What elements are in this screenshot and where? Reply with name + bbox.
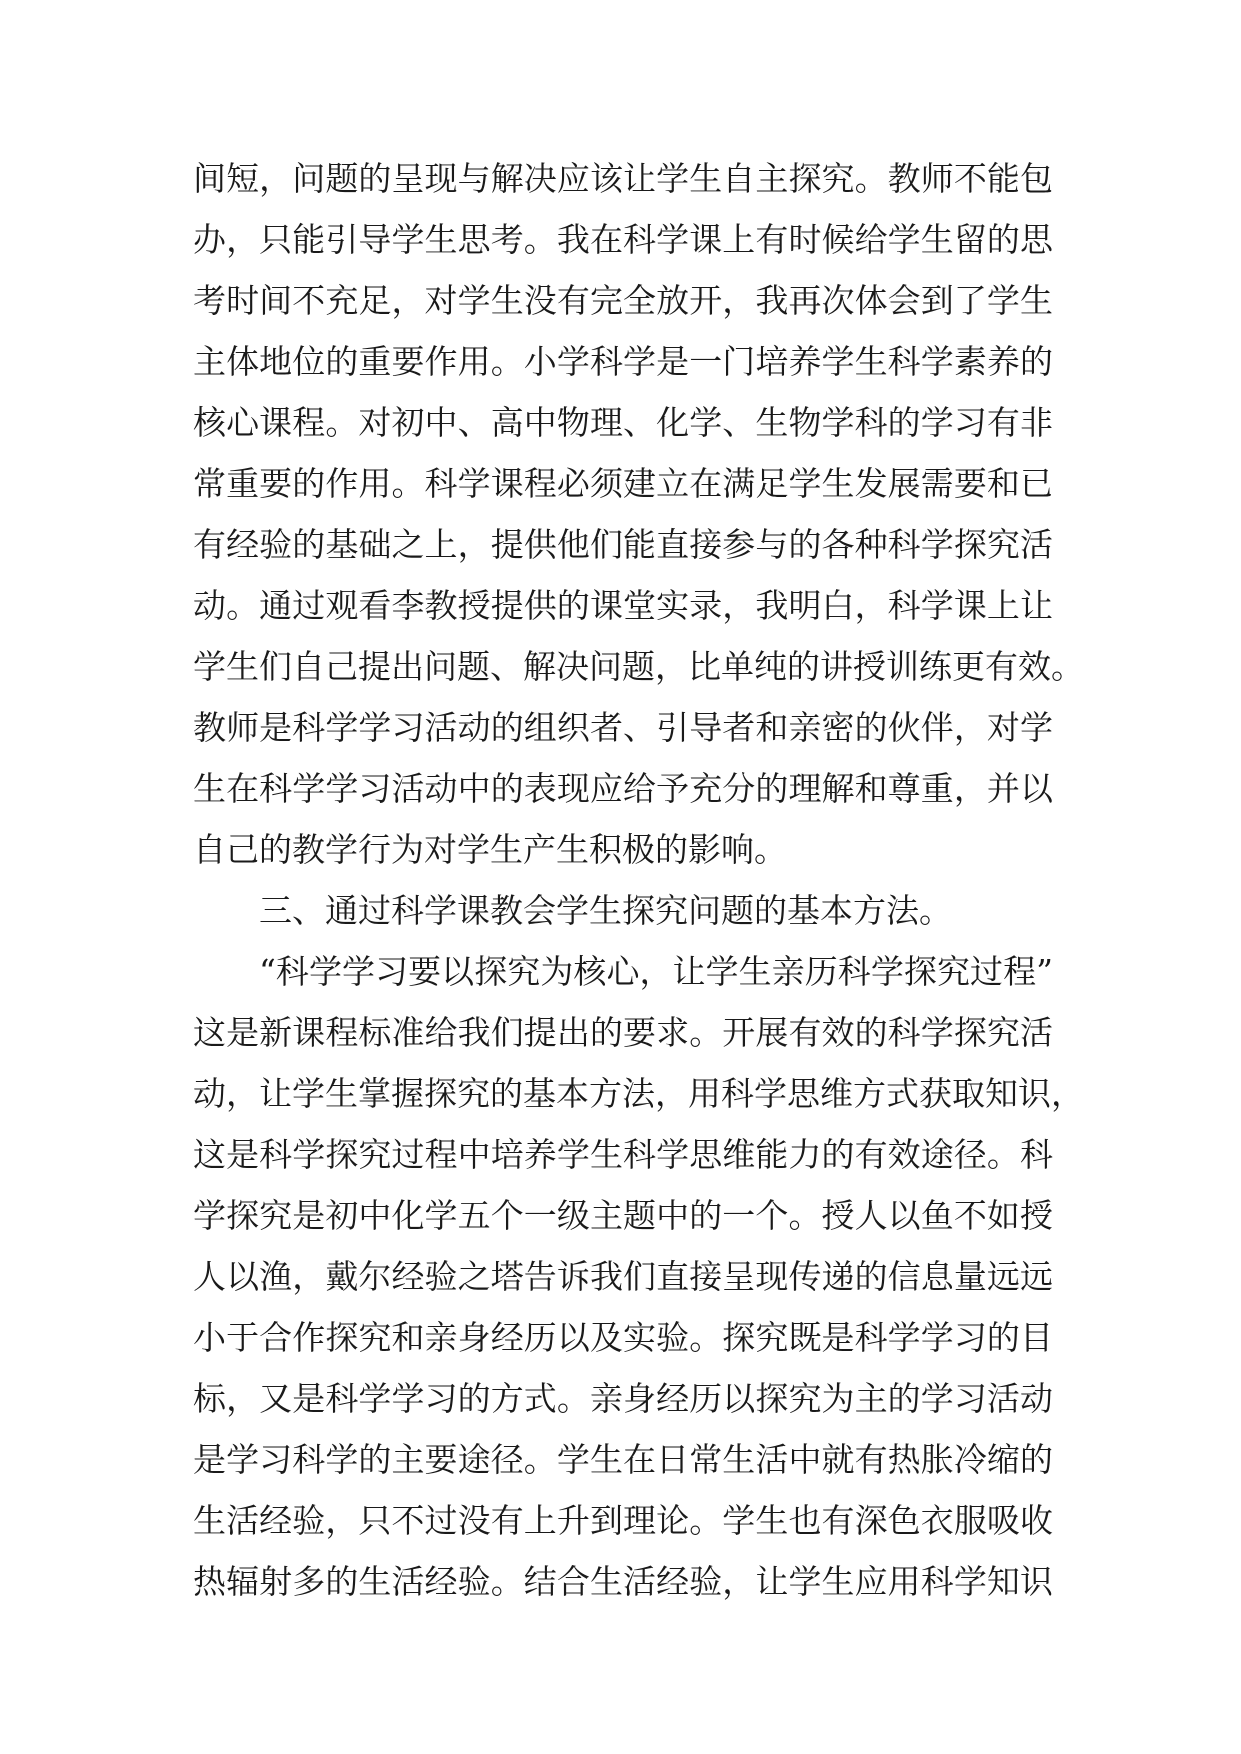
- body-text: [193, 148, 1084, 1612]
- text-line: 学探究是初中化学五个一级主题中的一个。授人以鱼不如授: [193, 1196, 1053, 1235]
- text-line: 动。通过观看李教授提供的课堂实录，我明白，科学课上让: [193, 586, 1053, 625]
- text-line: 常重要的作用。科学课程必须建立在满足学生发展需要和已: [193, 464, 1053, 503]
- text-line: 是学习科学的主要途径。学生在日常生活中就有热胀冷缩的: [193, 1440, 1053, 1479]
- text-line: 学生们自己提出问题、解决问题，比单纯的讲授训练更有效。: [193, 647, 1084, 686]
- text-line: 教师是科学学习活动的组织者、引导者和亲密的伙伴，对学: [193, 708, 1053, 747]
- text-line: 这是新课程标准给我们提出的要求。开展有效的科学探究活: [193, 1013, 1053, 1052]
- text-line: 人以渔，戴尔经验之塔告诉我们直接呈现传递的信息量远远: [193, 1257, 1053, 1296]
- text-line: 小于合作探究和亲身经历以及实验。探究既是科学学习的目: [193, 1318, 1053, 1357]
- text-line: 生活经验，只不过没有上升到理论。学生也有深色衣服吸收: [193, 1501, 1053, 1540]
- text-line: 热辐射多的生活经验。结合生活经验，让学生应用科学知识: [193, 1562, 1053, 1601]
- text-line: 考时间不充足，对学生没有完全放开，我再次体会到了学生: [193, 281, 1053, 320]
- text-line: 间短，问题的呈现与解决应该让学生自主探究。教师不能包: [193, 159, 1053, 198]
- text-line: 生在科学学习活动中的表现应给予充分的理解和尊重，并以: [193, 769, 1053, 808]
- text-line: 动，让学生掌握探究的基本方法，用科学思维方式获取知识，: [193, 1074, 1084, 1113]
- quote-line: “科学学习要以探究为核心，让学生亲历科学探究过程”: [259, 952, 1053, 991]
- text-line: 核心课程。对初中、高中物理、化学、生物学科的学习有非: [193, 403, 1053, 442]
- text-line: 这是科学探究过程中培养学生科学思维能力的有效途径。科: [193, 1135, 1053, 1174]
- text-line: 标，又是科学学习的方式。亲身经历以探究为主的学习活动: [193, 1379, 1053, 1418]
- paragraph-end-line: 自己的教学行为对学生产生积极的影响。: [193, 830, 787, 869]
- text-line: 办，只能引导学生思考。我在科学课上有时候给学生留的思: [193, 220, 1053, 259]
- text-line: 主体地位的重要作用。小学科学是一门培养学生科学素养的: [193, 342, 1053, 381]
- text-line: 有经验的基础之上，提供他们能直接参与的各种科学探究活: [193, 525, 1053, 564]
- section-heading: 三、通过科学课教会学生探究问题的基本方法。: [259, 891, 952, 930]
